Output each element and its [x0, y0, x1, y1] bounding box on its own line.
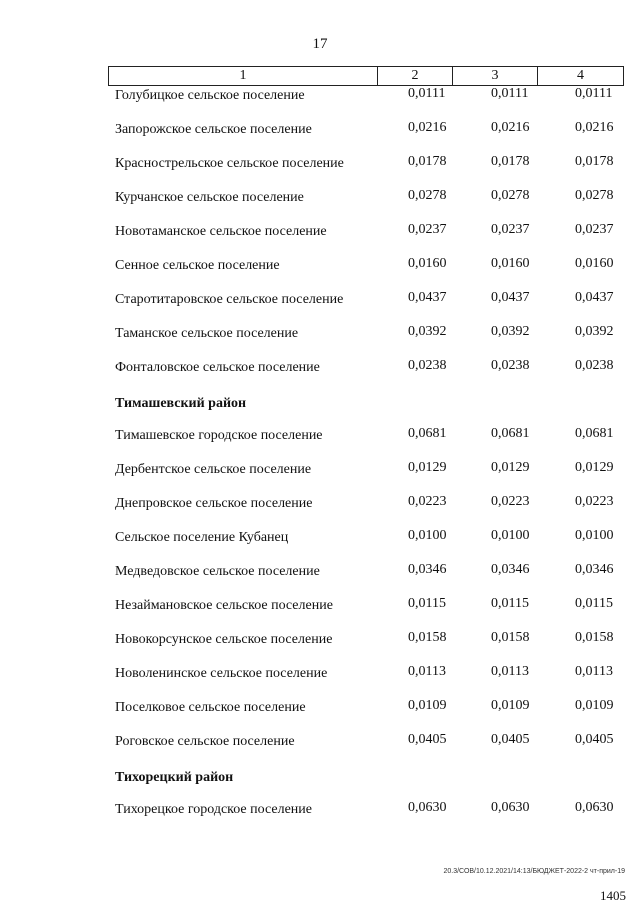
settlement-name: Запорожское сельское поселение [115, 122, 312, 137]
header-col-4: 4 [577, 68, 584, 83]
value-col-2: 0,0160 [408, 256, 447, 271]
settlement-name: Сельское поселение Кубанец [115, 530, 289, 545]
table-row [0, 220, 640, 254]
value-col-2: 0,0100 [408, 528, 447, 543]
value-col-4: 0,0129 [575, 460, 614, 475]
value-col-4: 0,0238 [575, 358, 614, 373]
value-col-3: 0,0238 [491, 358, 530, 373]
value-col-2: 0,0178 [408, 154, 447, 169]
value-col-4: 0,0109 [575, 698, 614, 713]
settlement-name: Курчанское сельское поселение [115, 190, 304, 205]
table-row [0, 322, 640, 356]
value-col-4: 0,0216 [575, 120, 614, 135]
settlement-name: Таманское сельское поселение [115, 326, 299, 341]
value-col-4: 0,0346 [575, 562, 614, 577]
value-col-2: 0,0109 [408, 698, 447, 713]
section-title: Тимашевский район [115, 396, 247, 411]
value-col-4: 0,0158 [575, 630, 614, 645]
value-col-2: 0,0278 [408, 188, 447, 203]
value-col-2: 0,0392 [408, 324, 447, 339]
value-col-3: 0,0129 [491, 460, 530, 475]
table-row [0, 560, 640, 594]
table-row [0, 492, 640, 526]
table-row [0, 118, 640, 152]
value-col-2: 0,0630 [408, 800, 447, 815]
value-col-2: 0,0111 [408, 86, 446, 101]
header-col-2: 2 [378, 67, 453, 85]
document-code: 20.3/СОВ/10.12.2021/14:13/БЮДЖЕТ-2022-2 чт-прил-19 [443, 868, 625, 875]
section-title: Тихорецкий район [115, 770, 234, 785]
value-col-4: 0,0113 [575, 664, 613, 679]
settlement-name: Днепровское сельское поселение [115, 496, 313, 511]
value-col-3: 0,0223 [491, 494, 530, 509]
settlement-name: Новотаманское сельское поселение [115, 224, 327, 239]
value-col-3: 0,0109 [491, 698, 530, 713]
value-col-3: 0,0111 [491, 86, 529, 101]
table-row [0, 594, 640, 628]
settlement-name: Поселковое сельское поселение [115, 700, 306, 715]
page-number: 17 [312, 36, 328, 52]
settlement-name: Медведовское сельское поселение [115, 564, 320, 579]
table-row [0, 254, 640, 288]
settlement-name: Голубицкое сельское поселение [115, 88, 305, 103]
sheet-number: 1405 [600, 888, 626, 903]
value-col-4: 0,0392 [575, 324, 614, 339]
value-col-3: 0,0681 [491, 426, 530, 441]
section-heading-row [0, 764, 640, 798]
table-row [0, 288, 640, 322]
settlement-name: Сенное сельское поселение [115, 258, 280, 273]
value-col-3: 0,0216 [491, 120, 530, 135]
table-row [0, 356, 640, 390]
value-col-2: 0,0238 [408, 358, 447, 373]
settlement-name: Новокорсунское сельское поселение [115, 632, 333, 647]
value-col-2: 0,0129 [408, 460, 447, 475]
value-col-3: 0,0405 [491, 732, 530, 747]
value-col-4: 0,0160 [575, 256, 614, 271]
value-col-3: 0,0346 [491, 562, 530, 577]
settlement-name: Роговское сельское поселение [115, 734, 295, 749]
header-col-1: 1 [109, 67, 378, 85]
table-row [0, 424, 640, 458]
value-col-4: 0,0237 [575, 222, 614, 237]
table-header [108, 66, 624, 86]
value-col-4: 0,0223 [575, 494, 614, 509]
value-col-2: 0,0223 [408, 494, 447, 509]
value-col-4: 0,0115 [575, 596, 613, 611]
section-heading-row [0, 390, 640, 424]
value-col-4: 0,0100 [575, 528, 614, 543]
table-row [0, 798, 640, 832]
table-row [0, 186, 640, 220]
settlement-name: Незаймановское сельское поселение [115, 598, 333, 613]
value-col-4: 0,0681 [575, 426, 614, 441]
settlement-name: Тихорецкое городское поселение [115, 802, 312, 817]
table-row [0, 84, 640, 118]
value-col-4: 0,0278 [575, 188, 614, 203]
value-col-3: 0,0392 [491, 324, 530, 339]
table-body [0, 84, 640, 832]
table-row [0, 458, 640, 492]
value-col-2: 0,0113 [408, 664, 446, 679]
value-col-4: 0,0405 [575, 732, 614, 747]
value-col-2: 0,0115 [408, 596, 446, 611]
settlement-name: Краснострельское сельское поселение [115, 156, 344, 171]
value-col-4: 0,0178 [575, 154, 614, 169]
settlement-name: Тимашевское городское поселение [115, 428, 323, 443]
value-col-3: 0,0113 [491, 664, 529, 679]
value-col-3: 0,0115 [491, 596, 529, 611]
settlement-name: Новоленинское сельское поселение [115, 666, 328, 681]
value-col-2: 0,0437 [408, 290, 447, 305]
table-row [0, 730, 640, 764]
value-col-2: 0,0405 [408, 732, 447, 747]
value-col-4: 0,0437 [575, 290, 614, 305]
value-col-3: 0,0158 [491, 630, 530, 645]
settlement-name: Фонталовское сельское поселение [115, 360, 320, 375]
value-col-4: 0,0111 [575, 86, 613, 101]
header-col-3: 3 [453, 67, 538, 85]
value-col-3: 0,0178 [491, 154, 530, 169]
value-col-3: 0,0630 [491, 800, 530, 815]
value-col-3: 0,0237 [491, 222, 530, 237]
value-col-2: 0,0158 [408, 630, 447, 645]
value-col-3: 0,0278 [491, 188, 530, 203]
table-row [0, 526, 640, 560]
value-col-2: 0,0237 [408, 222, 447, 237]
table-row [0, 696, 640, 730]
settlement-name: Дербентское сельское поселение [115, 462, 312, 477]
value-col-4: 0,0630 [575, 800, 614, 815]
table-row [0, 628, 640, 662]
value-col-2: 0,0681 [408, 426, 447, 441]
table-row [0, 662, 640, 696]
table-row [0, 152, 640, 186]
value-col-2: 0,0216 [408, 120, 447, 135]
value-col-2: 0,0346 [408, 562, 447, 577]
value-col-3: 0,0160 [491, 256, 530, 271]
value-col-3: 0,0100 [491, 528, 530, 543]
value-col-3: 0,0437 [491, 290, 530, 305]
settlement-name: Старотитаровское сельское поселение [115, 292, 344, 307]
